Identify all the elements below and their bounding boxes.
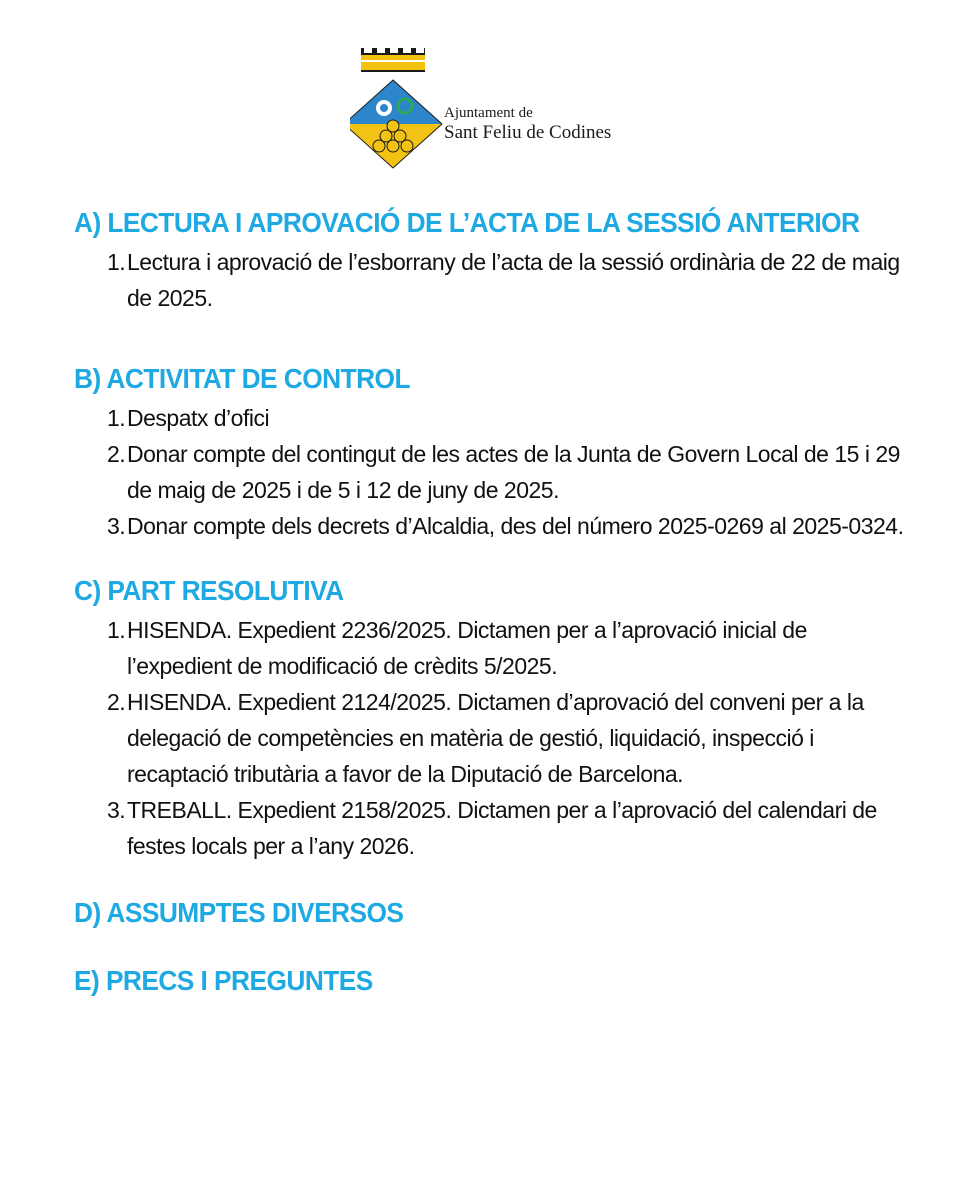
section-heading: E) PRECS I PREGUNTES — [74, 965, 373, 996]
list-item — [74, 792, 904, 864]
section-e — [74, 964, 904, 998]
item-text: Donar compte dels decrets d’Alcaldia, des del número 2025-0269 al 2025-0324. — [127, 513, 904, 539]
section-b — [74, 362, 904, 544]
item-list — [74, 244, 904, 316]
item-text: TREBALL. Expedient 2158/2025. Dictamen per a l’aprovació del calendari de festes locals per a l’any 2026. — [127, 797, 877, 859]
item-number: 3. — [107, 513, 126, 539]
item-number: 2. — [107, 441, 126, 467]
municipal-logo — [350, 44, 650, 174]
item-text: Lectura i aprovació de l’esborrany de l’acta de la sessió ordinària de 22 de maig de 2025. — [127, 249, 900, 311]
section-a — [74, 206, 904, 316]
item-number: 3. — [107, 797, 126, 823]
item-text: HISENDA. Expedient 2124/2025. Dictamen d’aprovació del conveni per a la delegació de competències en matèria de gestió, liquidació, inspecció i recaptació tributària a favor de la Diputació de Barcelona. — [127, 689, 864, 787]
item-number: 1. — [107, 617, 126, 643]
logo-line-1: Ajuntament de — [444, 105, 533, 121]
section-d — [74, 896, 904, 930]
list-item — [74, 684, 904, 792]
section-c — [74, 574, 904, 864]
logo-text — [444, 104, 611, 144]
item-number: 1. — [107, 405, 126, 431]
section-heading: C) PART RESOLUTIVA — [74, 575, 344, 606]
item-text: Despatx d’ofici — [127, 405, 270, 431]
agenda — [74, 206, 904, 998]
list-item — [74, 612, 904, 684]
section-heading: D) ASSUMPTES DIVERSOS — [74, 897, 404, 928]
list-item — [74, 436, 904, 508]
item-list — [74, 612, 904, 864]
item-number: 1. — [107, 249, 126, 275]
list-item — [74, 244, 904, 316]
list-item — [74, 400, 904, 436]
item-text: HISENDA. Expedient 2236/2025. Dictamen per a l’aprovació inicial de l’expedient de modificació de crèdits 5/2025. — [127, 617, 807, 679]
logo-line-2: Sant Feliu de Codines — [444, 122, 612, 143]
item-text: Donar compte del contingut de les actes de la Junta de Govern Local de 15 i 29 de maig de 2025 i de 5 i 12 de juny de 2025. — [127, 441, 900, 503]
list-item — [74, 508, 904, 544]
section-heading: B) ACTIVITAT DE CONTROL — [74, 363, 410, 394]
item-number: 2. — [107, 689, 126, 715]
section-heading: A) LECTURA I APROVACIÓ DE L’ACTA DE LA SESSIÓ ANTERIOR — [74, 207, 860, 238]
item-list — [74, 400, 904, 544]
